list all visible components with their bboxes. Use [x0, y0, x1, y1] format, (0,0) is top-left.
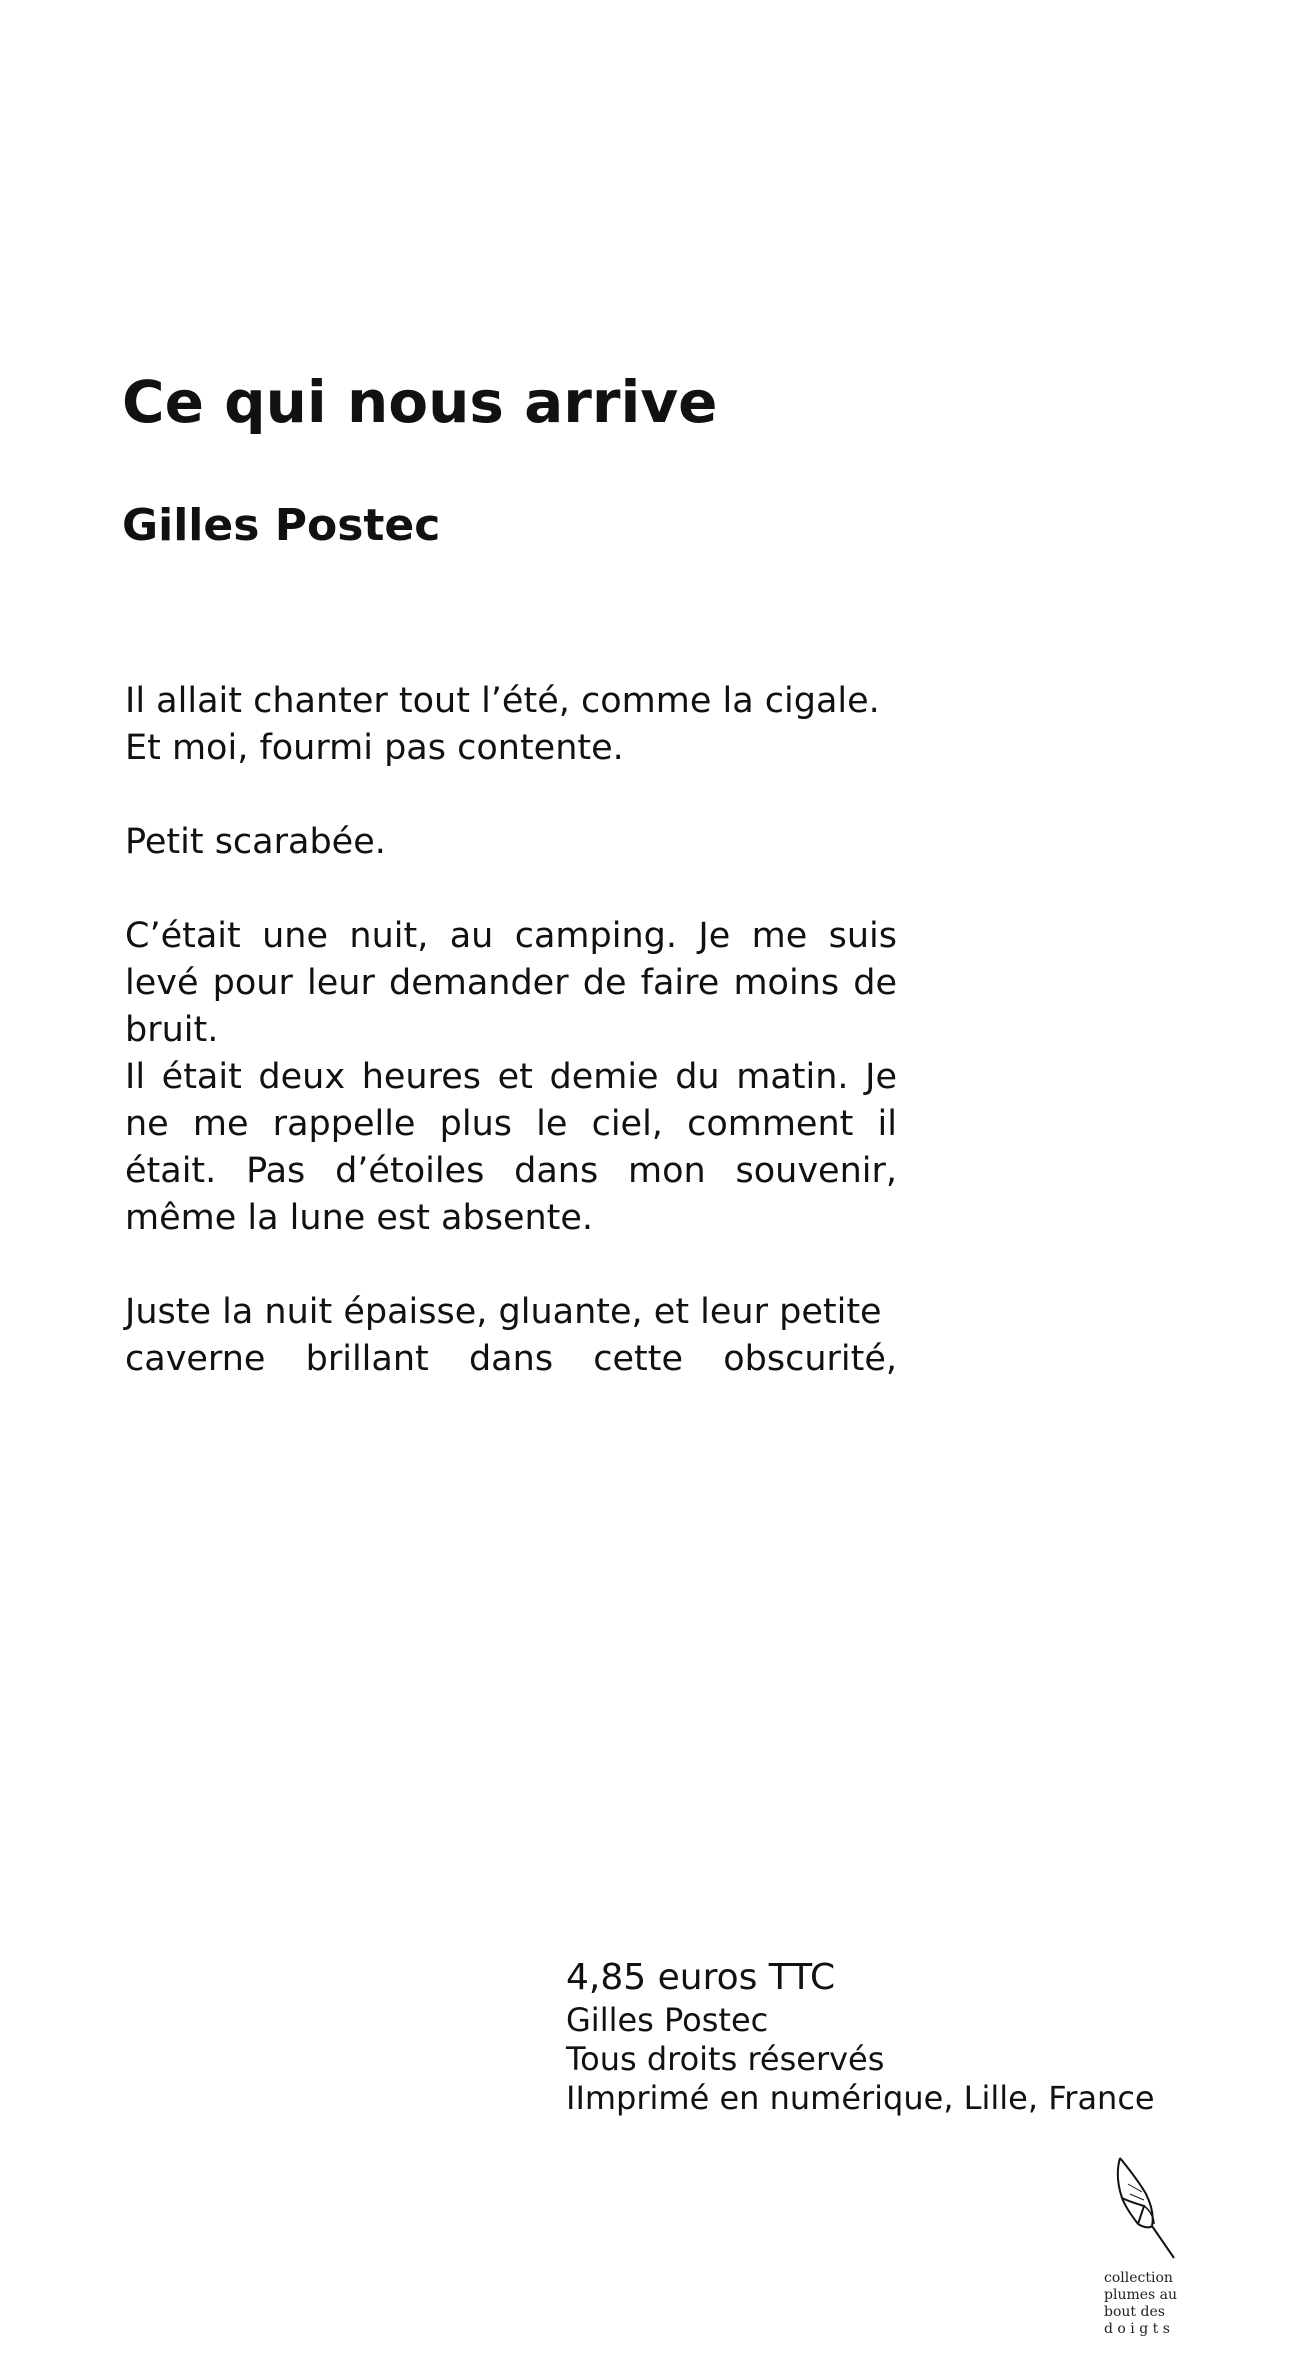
excerpt-text — [125, 678, 897, 1383]
excerpt-paragraph-2: Petit scarabée. — [125, 822, 386, 862]
excerpt-paragraph-5: Juste la nuit épaisse, gluante, et leur petite — [125, 1292, 882, 1332]
book-author: Gilles Postec — [122, 500, 441, 551]
colophon-author: Gilles Postec — [566, 2001, 769, 2039]
colophon-rights: Tous droits réservés — [566, 2040, 885, 2078]
logo-text-line-1: collection — [1104, 2270, 1173, 2286]
collection-logo — [1104, 2154, 1194, 2338]
colophon — [566, 1955, 1155, 2118]
logo-text-line-4: d o i g t s — [1104, 2321, 1170, 2337]
colophon-printed: IImprimé en numérique, Lille, France — [566, 2079, 1155, 2117]
logo-text-line-3: bout des — [1104, 2304, 1165, 2320]
book-title: Ce qui nous arrive — [122, 368, 718, 436]
excerpt-line-1: Il allait chanter tout l’été, comme la cigale. — [125, 681, 880, 721]
excerpt-paragraph-4: Il était deux heures et demie du matin. Je ne me rappelle plus le ciel, comment il était. Pas d’étoiles dans mon souvenir, même la lune est absente. — [125, 1057, 897, 1238]
excerpt-paragraph-5-last-line: caverne brillant dans cette obscurité, — [125, 1339, 897, 1379]
logo-text — [1104, 2270, 1194, 2338]
excerpt-paragraph-3: C’était une nuit, au camping. Je me suis levé pour leur demander de faire moins de bruit. — [125, 916, 897, 1050]
logo-text-line-2: plumes au — [1104, 2287, 1178, 2303]
feather-quill-icon — [1108, 2154, 1188, 2266]
colophon-price: 4,85 euros TTC — [566, 1957, 836, 1998]
excerpt-line-2: Et moi, fourmi pas contente. — [125, 728, 624, 768]
